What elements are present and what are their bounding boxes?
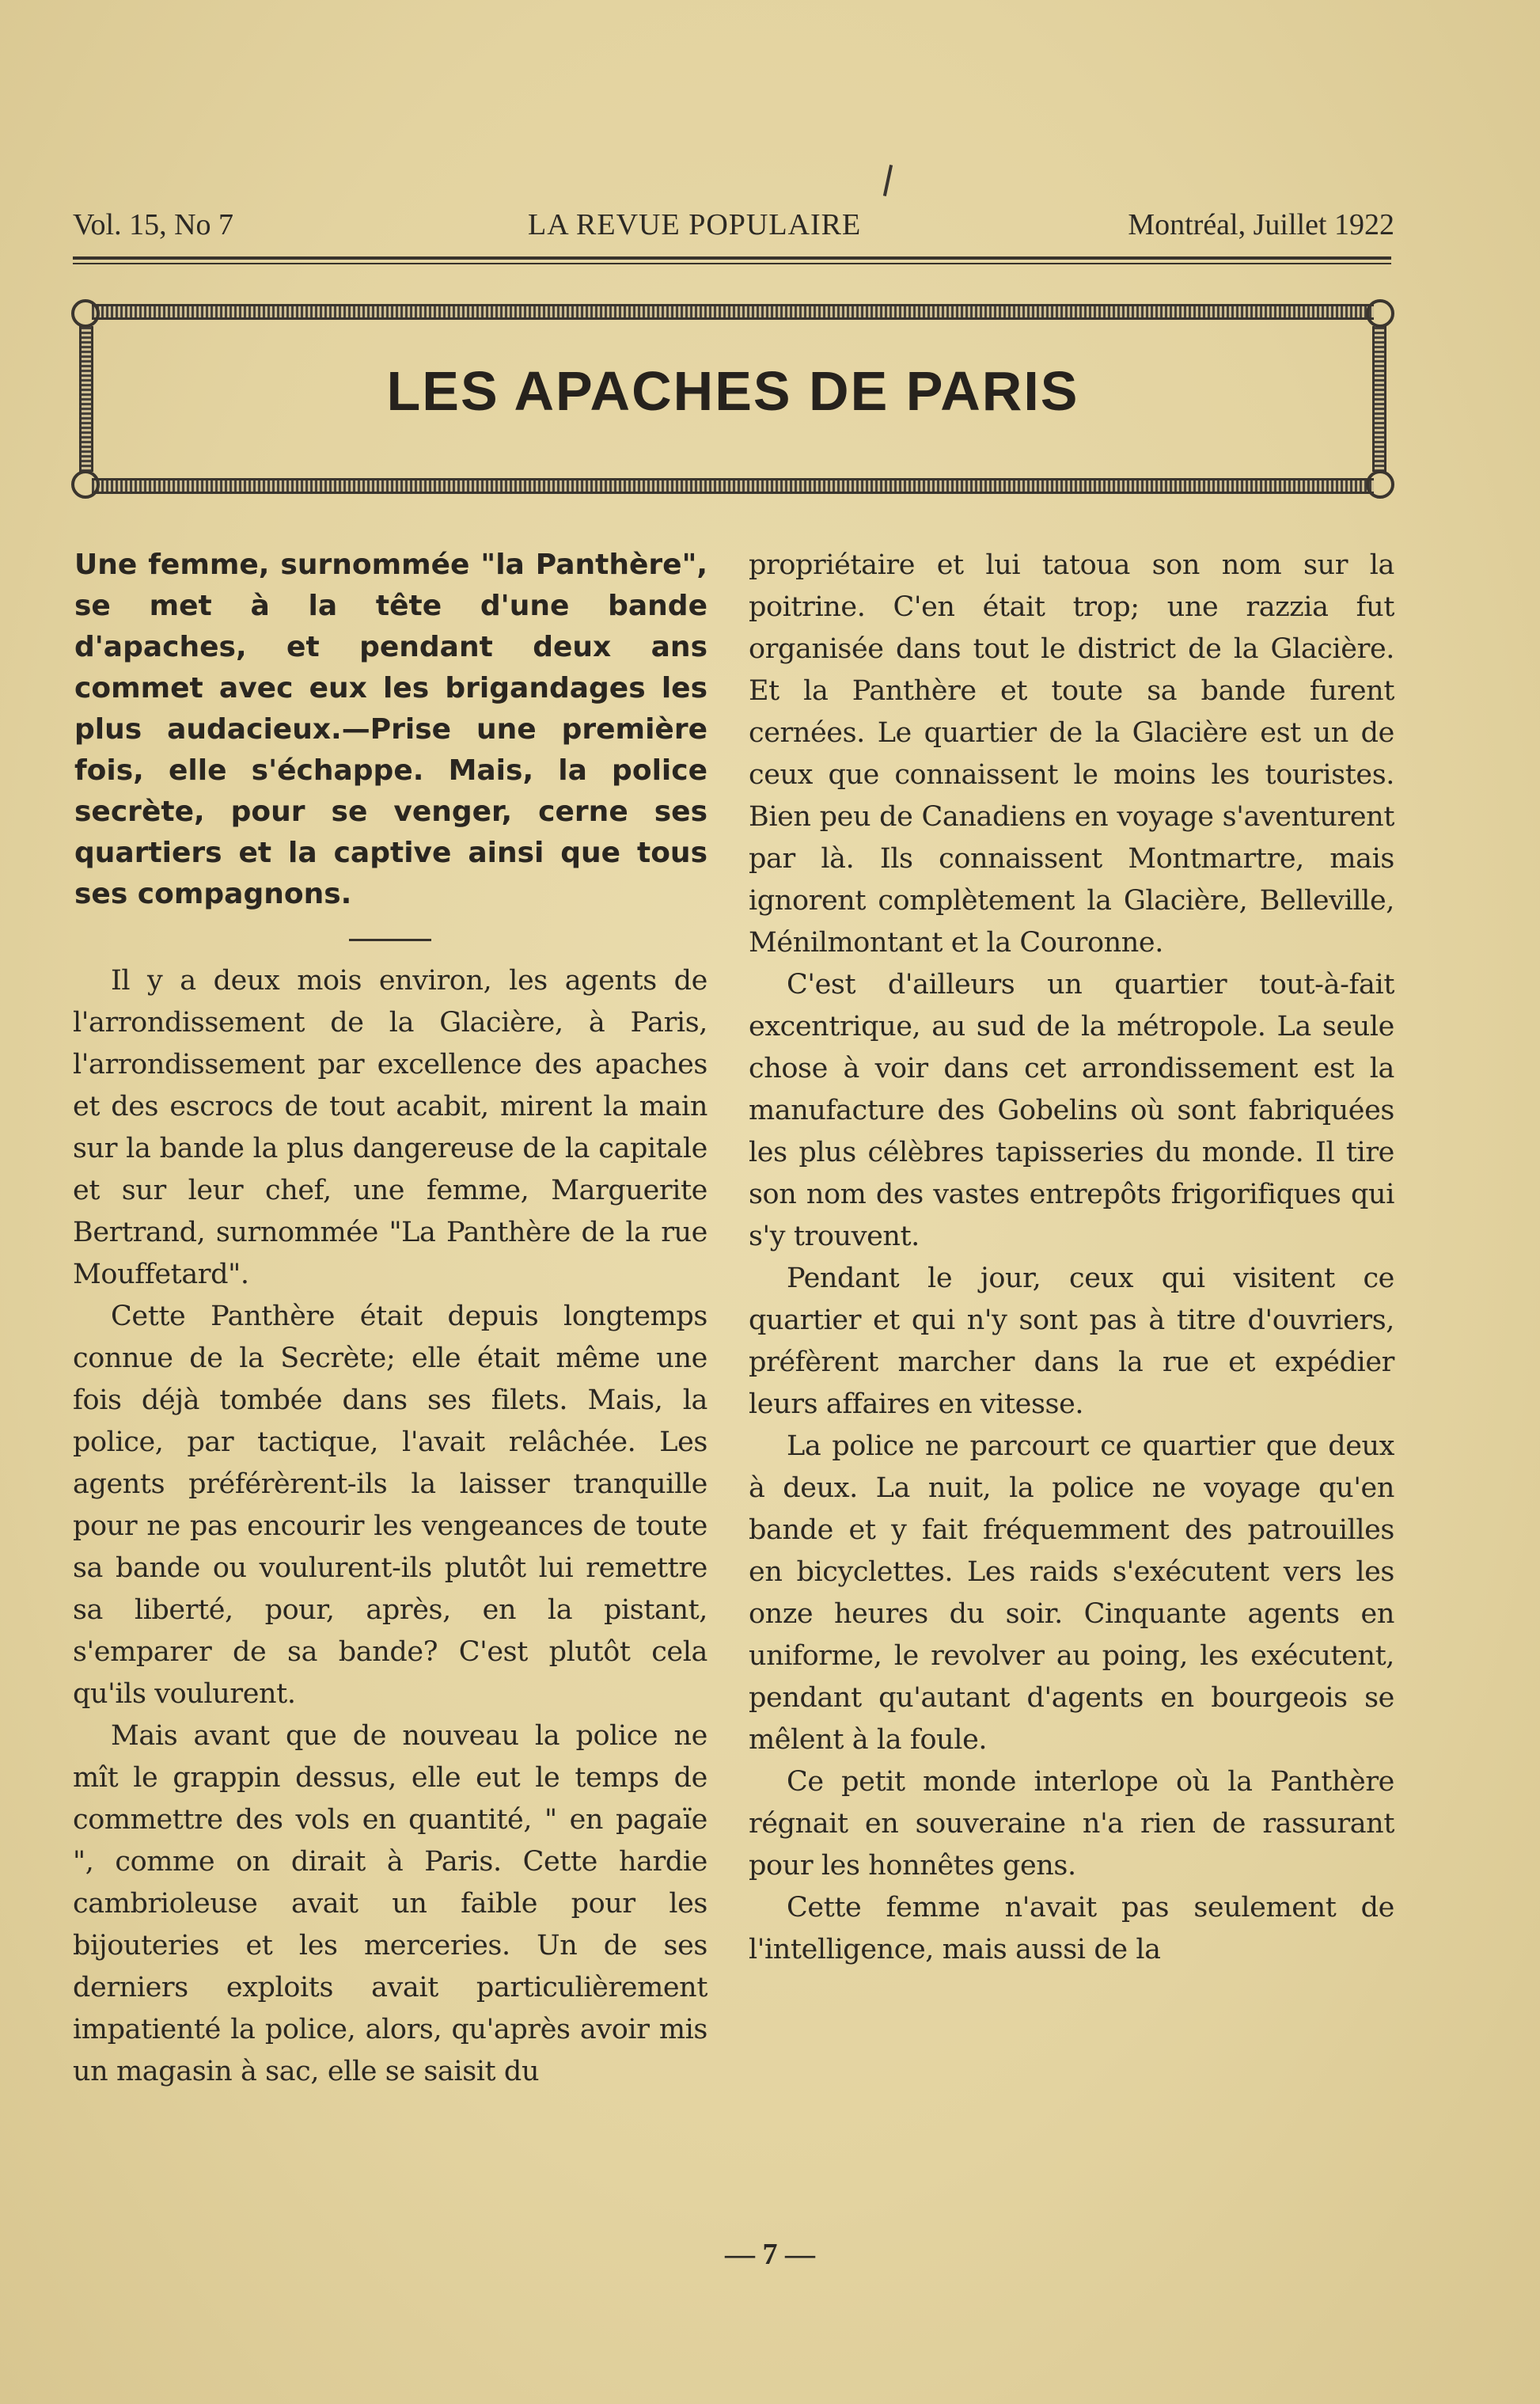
- banner-border-top: [92, 304, 1374, 320]
- publication-name: LA REVUE POPULAIRE: [528, 208, 862, 241]
- issue-date: Montréal, Juillet 1922: [1128, 208, 1394, 241]
- right-column: [749, 545, 1394, 1971]
- left-column: [73, 545, 707, 2093]
- volume-number: Vol. 15, No 7: [73, 208, 234, 241]
- body-paragraph: Cette Panthère était depuis longtemps connue de la Secrète; elle était même une fois déjà tombée dans ses filets. Mais, la police, par tactique, l'avait relâchée. Les agents préférèrent-ils la laisser tranquille pour ne pas encourir les vengeances de toute sa bande ou voulurent-ils plutôt lui remettre sa liberté, pour, après, en la pistant, s'emparer de sa bande? C'est plutôt cela qu'ils voulurent.: [73, 1301, 707, 1710]
- article-title: LES APACHES DE PARIS: [386, 360, 1079, 422]
- handwritten-mark: [883, 165, 893, 196]
- body-paragraph: C'est d'ailleurs un quartier tout-à-fait excentrique, au sud de la métropole. La seule chose à voir dans cet arrondissement est la manufacture des Gobelins où sont fabriquées les plus célèbres tapisseries du monde. Il tire son nom des vastes entrepôts frigorifiques qui s'y trouvent.: [749, 969, 1394, 1252]
- banner-border-bottom: [92, 478, 1374, 494]
- body-paragraph: propriétaire et lui tatoua son nom sur la poitrine. C'en était trop; une razzia fut organisée dans tout le district de la Glacière. Et la Panthère et toute sa bande furent cernées. Le quartier de la Glacière est un de ceux que connaissent le moins les touristes. Bien peu de Canadiens en voyage s'aventurent par là. Ils connaissent Montmartre, mais ignorent complètement la Glacière, Belleville, Ménilmontant et la Couronne.: [749, 549, 1394, 959]
- body-paragraph: Il y a deux mois environ, les agents de l'arrondissement de la Glacière, à Paris, l'arrondissement par excellence des apaches et des escrocs de tout acabit, mirent la main sur la bande la plus dangereuse de la capitale et sur leur chef, une femme, Marguerite Bertrand, surnommée "La Panthère de la rue Mouffetard".: [73, 965, 707, 1290]
- banner-corner-ornament: [1366, 299, 1394, 328]
- page-number: — 7 —: [725, 2238, 815, 2271]
- body-paragraph: La police ne parcourt ce quartier que deux à deux. La nuit, la police ne voyage qu'en bande et y fait fréquemment des patrouilles en bicyclettes. Les raids s'exécutent vers les onze heures du soir. Cinquante agents en uniforme, le revolver au poing, les exécutent, pendant qu'autant d'agents en bourgeois se mêlent à la foule.: [749, 1430, 1394, 1756]
- lead-separator: [349, 939, 431, 941]
- banner-corner-ornament: [71, 470, 100, 499]
- banner-corner-ornament: [1366, 470, 1394, 499]
- header-rule-thin: [73, 263, 1391, 264]
- body-paragraph: Ce petit monde interlope où la Panthère régnait en souveraine n'a rien de rassurant pour les honnêtes gens.: [749, 1766, 1394, 1882]
- body-paragraph: Pendant le jour, ceux qui visitent ce quartier et qui n'y sont pas à titre d'ouvriers, préfèrent marcher dans la rue et expédier leurs affaires en vitesse.: [749, 1263, 1394, 1420]
- title-banner: [71, 299, 1394, 499]
- running-header: [73, 207, 1394, 247]
- header-rule: [73, 256, 1391, 260]
- body-paragraph: Mais avant que de nouveau la police ne mît le grappin dessus, elle eut le temps de commettre des vols en quantité, " en pagaïe ", comme on dirait à Paris. Cette hardie cambrioleuse avait un faible pour les bijouteries et les merceries. Un de ses derniers exploits avait particulièrement impatienté la police, alors, qu'après avoir mis un magasin à sac, elle se saisit du: [73, 1720, 707, 2087]
- body-paragraph: Cette femme n'avait pas seulement de l'intelligence, mais aussi de la: [749, 1892, 1394, 1965]
- banner-corner-ornament: [71, 299, 100, 328]
- article-lead: Une femme, surnommée "la Panthère", se met à la tête d'une bande d'apaches, et pendant deux ans commet avec eux les brigandages les plus audacieux.—Prise une première fois, elle s'échappe. Mais, la police secrète, pour se venger, cerne ses quartiers et la captive ainsi que tous ses compagnons.: [74, 549, 707, 910]
